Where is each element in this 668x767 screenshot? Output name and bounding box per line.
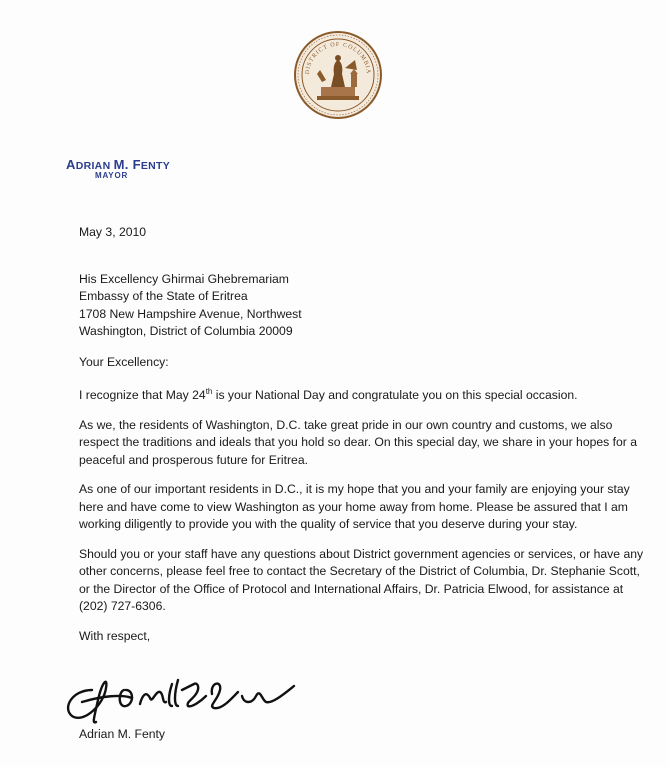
closing: With respect, (79, 628, 151, 643)
recipient-line: His Excellency Ghirmai Ghebremariam (79, 271, 289, 286)
recipient-line: 1708 New Hampshire Avenue, Northwest (79, 306, 302, 321)
recipient-address (79, 271, 649, 341)
paragraph-1: I recognize that May 24th is your National Day and congratulate you on this special occasion. (79, 387, 578, 403)
letter-body (79, 224, 649, 645)
mayor-name-header: ADRIAN M. FENTY (66, 157, 171, 172)
signature (62, 660, 302, 730)
paragraph-3: As one of our important residents in D.C., it is my hope that you and your family are enjoying your stay here and have come to view Washington as your home away from home. Please be assured that I am working diligently to provide you with the quality of service that you deserve during your stay. (79, 482, 630, 532)
letter-date: May 3, 2010 (79, 225, 147, 239)
recipient-line: Embassy of the State of Eritrea (79, 289, 248, 303)
salutation: Your Excellency: (79, 354, 169, 369)
mayor-title-header: MAYOR (95, 171, 129, 180)
signer-name: Adrian M. Fenty (79, 727, 166, 741)
seal-text: DISTRICT OF COLUMBIA (304, 41, 372, 75)
paragraph-4: Should you or your staff have any questions about District government agencies or services, or have any other concerns, please feel free to contact the Secretary of the District of Columbia, Dr. Stephanie Scott, or the Director of the Office of Protocol and International Affairs, Dr. Patricia Elwood, for assistance at (202) 727-6306. (79, 546, 644, 614)
paragraph-2: As we, the residents of Washington, D.C. take great pride in our own country and customs, we also respect the traditions and ideals that you hold so dear. On this special day, we share in your hopes for a peaceful and prosperous future for Eritrea. (79, 417, 638, 467)
district-seal (293, 30, 383, 120)
recipient-line: Washington, District of Columbia 20009 (79, 324, 293, 338)
